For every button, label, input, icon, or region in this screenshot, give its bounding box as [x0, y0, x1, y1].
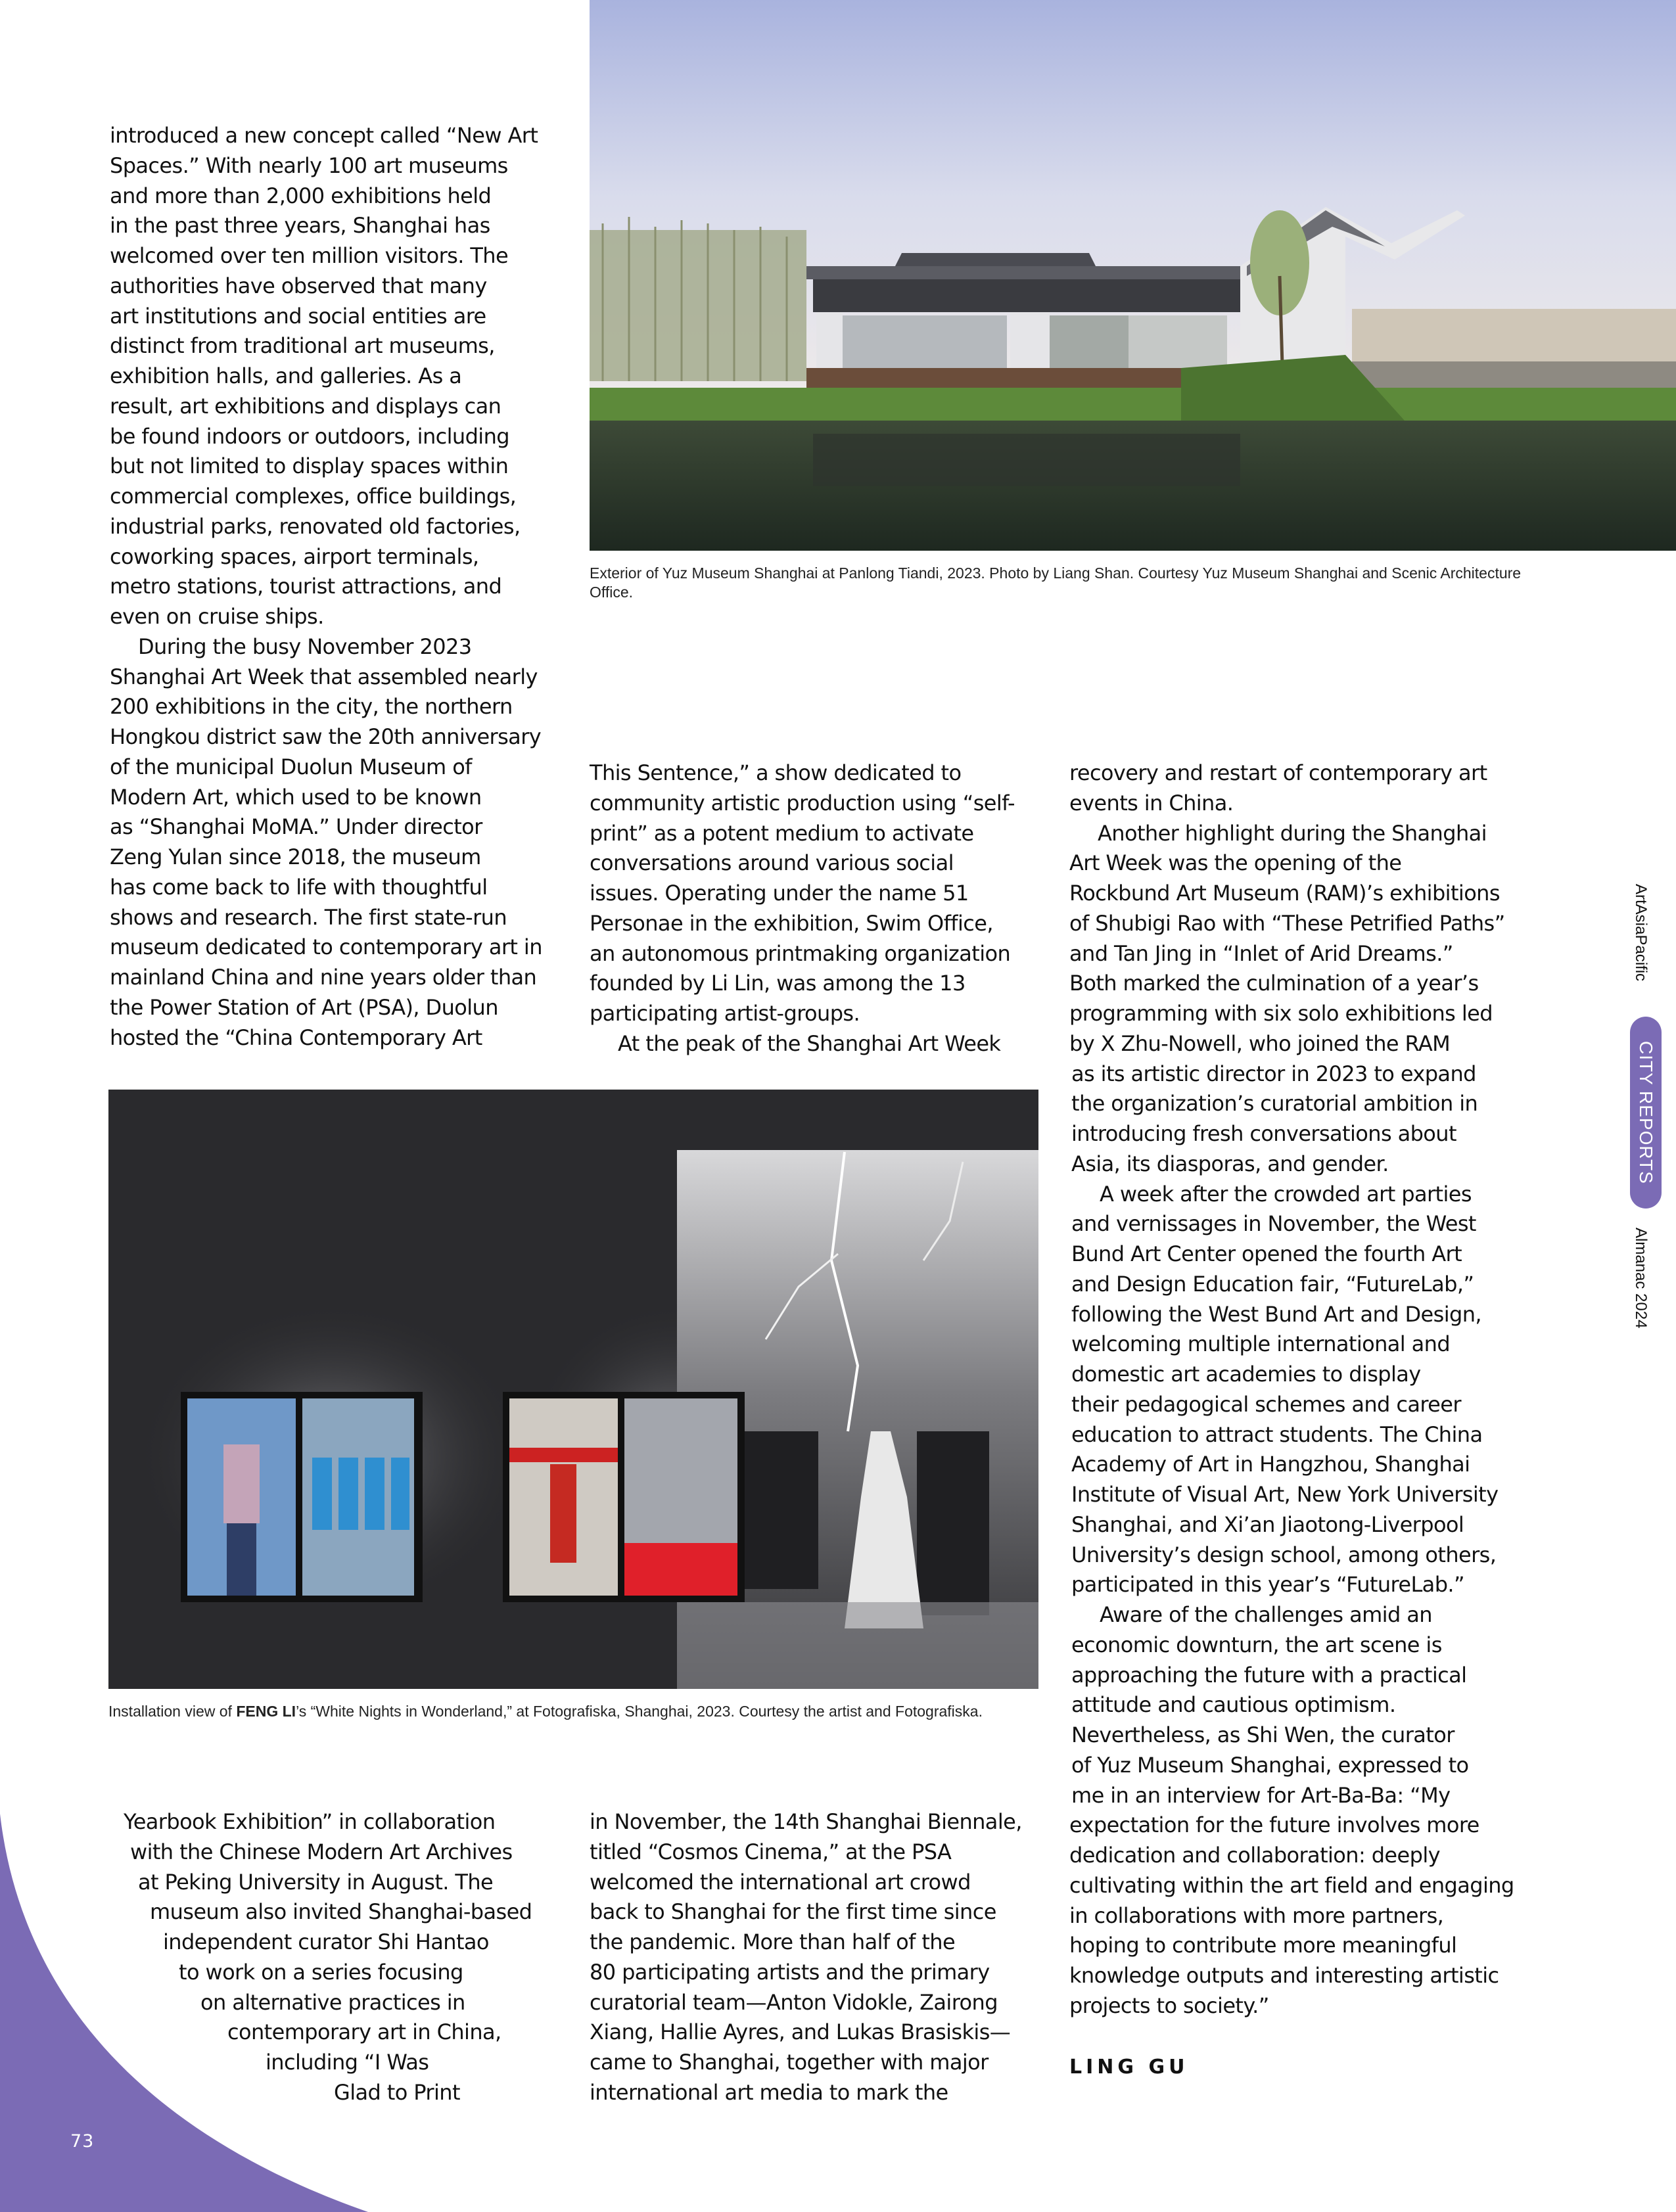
- text-line: distinct from traditional art museums,: [110, 333, 495, 358]
- text-line: Another highlight during the Shanghai: [1098, 821, 1487, 846]
- text-line: At the peak of the Shanghai Art Week: [618, 1031, 1001, 1056]
- text-line: 80 participating artists and the primary: [590, 1960, 990, 1985]
- text-line: welcoming multiple international and: [1071, 1331, 1451, 1356]
- text-line: programming with six solo exhibitions led: [1069, 1001, 1493, 1026]
- photo-caption-installation: Installation view of FENG LI’s “White Nights in Wonderland,” at Fotografiska, Shanghai, 2023. Courtesy the artist and Fotografiska.: [108, 1703, 983, 1720]
- text-line: Aware of the challenges amid an: [1100, 1602, 1432, 1627]
- text-line: and more than 2,000 exhibitions held: [110, 183, 492, 208]
- text-line: titled “Cosmos Cinema,” at the PSA: [590, 1839, 952, 1864]
- text-line: Bund Art Center opened the fourth Art: [1071, 1241, 1462, 1266]
- text-line: as its artistic director in 2023 to expand: [1071, 1061, 1476, 1086]
- text-line: Nevertheless, as Shi Wen, the curator: [1071, 1722, 1455, 1747]
- text-line: back to Shanghai for the first time since: [590, 1899, 996, 1924]
- text-line: exhibition halls, and galleries. As a: [110, 363, 462, 388]
- text-line: Spaces.” With nearly 100 art museums: [110, 153, 508, 178]
- text-line: 200 exhibitions in the city, the northern: [110, 694, 513, 719]
- text-line: mainland China and nine years older than: [110, 965, 537, 990]
- text-line: of the municipal Duolun Museum of: [110, 754, 472, 779]
- text-line: Asia, its diasporas, and gender.: [1071, 1151, 1389, 1176]
- text-line: print” as a potent medium to activate: [590, 821, 974, 846]
- text-line: and Design Education fair, “FutureLab,”: [1071, 1272, 1474, 1297]
- text-line: domestic art academies to display: [1071, 1362, 1421, 1387]
- text-line: to work on a series focusing: [179, 1960, 463, 1985]
- photo-caption-top: Exterior of Yuz Museum Shanghai at Panlong Tiandi, 2023. Photo by Liang Shan. Courtesy Yuz Museum Shanghai and Scenic Architecture Office.: [590, 565, 1522, 601]
- text-line: Personae in the exhibition, Swim Office,: [590, 911, 993, 936]
- text-line: at Peking University in August. The: [138, 1870, 494, 1895]
- text-line: independent curator Shi Hantao: [163, 1929, 489, 1954]
- text-line: community artistic production using “self-: [590, 791, 1015, 816]
- page-number: 73: [70, 2131, 95, 2152]
- text-line: shows and research. The first state-run: [110, 905, 507, 930]
- text-line: cultivating within the art field and engaging: [1069, 1873, 1514, 1898]
- text-line: museum also invited Shanghai-based: [150, 1899, 532, 1924]
- text-line: curatorial team—Anton Vidokle, Zairong: [590, 1990, 998, 2015]
- section-tab-label: CITY REPORTS: [1636, 1041, 1656, 1184]
- text-line: with the Chinese Modern Art Archives: [130, 1839, 513, 1864]
- text-line: their pedagogical schemes and career: [1071, 1392, 1461, 1417]
- text-line: knowledge outputs and interesting artistic: [1069, 1963, 1499, 1988]
- text-line: in November, the 14th Shanghai Biennale,: [590, 1809, 1022, 1834]
- text-line: by X Zhu-Nowell, who joined the RAM: [1069, 1031, 1451, 1056]
- text-line: approaching the future with a practical: [1071, 1663, 1467, 1688]
- text-line: an autonomous printmaking organization: [590, 941, 1011, 966]
- text-line: attitude and cautious optimism.: [1071, 1692, 1396, 1717]
- section-tab-city-reports: [1630, 1017, 1662, 1209]
- text-line: Xiang, Hallie Ayres, and Lukas Brasiskis—: [590, 2019, 1011, 2044]
- text-line: even on cruise ships.: [110, 604, 324, 629]
- text-line: and vernissages in November, the West: [1071, 1211, 1476, 1236]
- text-line: in the past three years, Shanghai has: [110, 213, 490, 238]
- text-line: Shanghai Art Week that assembled nearly: [110, 664, 538, 689]
- text-line: came to Shanghai, together with major: [590, 2050, 989, 2075]
- text-line: hosted the “China Contemporary Art: [110, 1025, 482, 1050]
- text-line: commercial complexes, office buildings,: [110, 484, 517, 509]
- text-line: welcomed over ten million visitors. The: [110, 243, 509, 268]
- text-line: A week after the crowded art parties: [1100, 1182, 1472, 1207]
- text-line: following the West Bund Art and Design,: [1071, 1302, 1481, 1327]
- text-line: museum dedicated to contemporary art in: [110, 934, 542, 959]
- text-line: economic downturn, the art scene is: [1071, 1632, 1442, 1657]
- text-line: Both marked the culmination of a year’s: [1069, 971, 1479, 996]
- text-line: events in China.: [1069, 791, 1234, 816]
- text-line: Yearbook Exhibition” in collaboration: [124, 1809, 496, 1834]
- text-line: in collaborations with more partners,: [1069, 1903, 1444, 1928]
- text-line: Rockbund Art Museum (RAM)’s exhibitions: [1069, 881, 1500, 906]
- text-line: conversations around various social: [590, 850, 954, 875]
- text-line: but not limited to display spaces within: [110, 453, 509, 478]
- text-line: of Shubigi Rao with “These Petrified Paths”: [1069, 911, 1505, 936]
- text-line: metro stations, tourist attractions, and: [110, 574, 502, 599]
- text-line: issues. Operating under the name 51: [590, 881, 969, 906]
- text-line: Zeng Yulan since 2018, the museum: [110, 844, 481, 869]
- text-line: as “Shanghai MoMA.” Under director: [110, 814, 482, 839]
- text-line: Academy of Art in Hangzhou, Shanghai: [1071, 1452, 1470, 1477]
- publication-name: ArtAsiaPacific: [1632, 884, 1650, 982]
- text-line: the pandemic. More than half of the: [590, 1929, 956, 1954]
- text-line: the Power Station of Art (PSA), Duolun: [110, 995, 498, 1020]
- text-line: on alternative practices in: [200, 1990, 465, 2015]
- text-line: Modern Art, which used to be known: [110, 785, 482, 810]
- text-line: including “I Was: [266, 2050, 429, 2075]
- text-line: This Sentence,” a show dedicated to: [590, 760, 962, 785]
- text-line: contemporary art in China,: [227, 2019, 501, 2044]
- text-line: introducing fresh conversations about: [1071, 1121, 1456, 1146]
- text-line: Shanghai, and Xi’an Jiaotong-Liverpool: [1071, 1512, 1464, 1537]
- text-line: international art media to mark the: [590, 2080, 948, 2105]
- text-line: coworking spaces, airport terminals,: [110, 544, 479, 569]
- text-line: participated in this year’s “FutureLab.”: [1071, 1572, 1464, 1597]
- text-line: Glad to Print: [334, 2080, 460, 2105]
- text-line: University’s design school, among others,: [1071, 1542, 1497, 1567]
- text-line: art institutions and social entities are: [110, 304, 486, 329]
- text-line: industrial parks, renovated old factories,: [110, 514, 521, 539]
- text-line: be found indoors or outdoors, including: [110, 424, 509, 449]
- text-line: authorities have observed that many: [110, 273, 487, 298]
- text-line: result, art exhibitions and displays can: [110, 394, 501, 419]
- text-line: Institute of Visual Art, New York University: [1071, 1482, 1499, 1507]
- text-line: welcomed the international art crowd: [590, 1870, 971, 1895]
- text-line: participating artist-groups.: [590, 1001, 860, 1026]
- text-line: founded by Li Lin, was among the 13: [590, 971, 966, 996]
- issue-name: Almanac 2024: [1632, 1228, 1650, 1329]
- text-line: projects to society.”: [1069, 1993, 1269, 2018]
- text-line: expectation for the future involves more: [1069, 1812, 1479, 1837]
- photo-yuz-museum-exterior: [590, 0, 1676, 551]
- text-line: Art Week was the opening of the: [1069, 850, 1402, 875]
- author-byline: LING GU: [1069, 2056, 1189, 2079]
- text-line: introduced a new concept called “New Art: [110, 123, 538, 148]
- text-line: dedication and collaboration: deeply: [1069, 1843, 1440, 1868]
- photo-installation-view: [108, 1090, 1038, 1689]
- text-line: me in an interview for Art-Ba-Ba: “My: [1071, 1783, 1451, 1808]
- text-line: has come back to life with thoughtful: [110, 875, 488, 900]
- text-line: and Tan Jing in “Inlet of Arid Dreams.”: [1069, 941, 1453, 966]
- text-line: the organization’s curatorial ambition in: [1071, 1091, 1478, 1116]
- text-line: hoping to contribute more meaningful: [1069, 1933, 1457, 1958]
- text-line: of Yuz Museum Shanghai, expressed to: [1071, 1753, 1469, 1778]
- text-line: During the busy November 2023: [138, 634, 472, 659]
- text-line: Hongkou district saw the 20th anniversary: [110, 724, 542, 749]
- text-line: education to attract students. The China: [1071, 1422, 1483, 1447]
- text-line: recovery and restart of contemporary art: [1069, 760, 1487, 785]
